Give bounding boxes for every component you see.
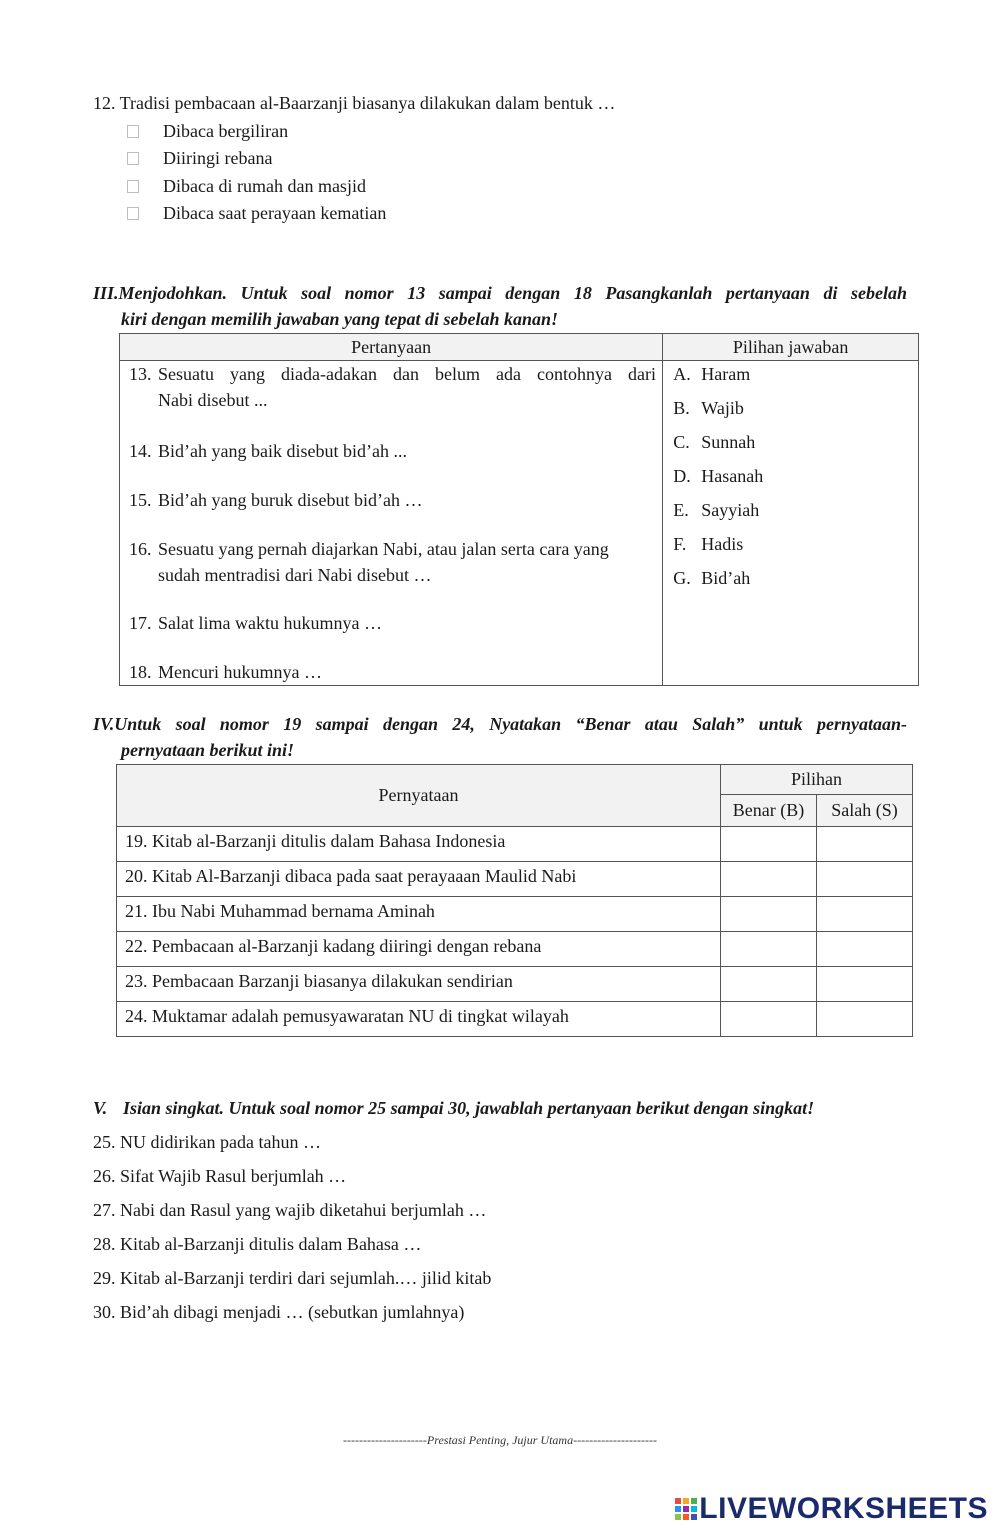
section-5-number: V. (93, 1098, 108, 1118)
match-question[interactable]: 15. Bid’ah yang buruk disebut bid’ah … (129, 490, 423, 510)
option-label: Dibaca di rumah dan masjid (163, 176, 366, 196)
true-answer-box[interactable] (721, 967, 817, 1002)
section-3-number: III. (93, 283, 119, 303)
option-label: Dibaca bergiliran (163, 121, 289, 141)
q12-option[interactable] (127, 121, 288, 142)
match-question[interactable]: 16. Sesuatu yang pernah diajarkan Nabi, atau jalan serta cara yang sudah mentradisi dari Nabi disebut … (129, 539, 609, 585)
short-answer-question[interactable]: 28. Kitab al-Barzanji ditulis dalam Bahasa … (93, 1234, 422, 1254)
answer-option[interactable]: F. Hadis (673, 534, 744, 554)
true-answer-box[interactable] (721, 897, 817, 932)
column-header-statement: Pernyataan (117, 765, 721, 827)
false-answer-box[interactable] (817, 967, 913, 1002)
section-4-line2: pernyataan berikut ini! (121, 740, 295, 760)
false-answer-box[interactable] (817, 862, 913, 897)
statement-cell: 20. Kitab Al-Barzanji dibaca pada saat perayaaan Maulid Nabi (117, 862, 721, 897)
liveworksheets-logo-icon (675, 1498, 697, 1520)
section-5-heading (93, 1095, 814, 1121)
answer-option[interactable]: D. Hasanah (673, 466, 764, 486)
statement-cell: 24. Muktamar adalah pemusyawaratan NU di tingkat wilayah (117, 1002, 721, 1037)
checkbox-icon[interactable] (127, 152, 139, 165)
checkbox-icon[interactable] (127, 207, 139, 220)
true-answer-box[interactable] (721, 862, 817, 897)
checkbox-icon[interactable] (127, 180, 139, 193)
table-row (117, 932, 913, 967)
true-answer-box[interactable] (721, 932, 817, 967)
column-header-answer: Pilihan jawaban (663, 334, 919, 361)
section-5-title: Isian singkat. Untuk soal nomor 25 sampai 30, jawablah pertanyaan berikut dengan singkat! (123, 1098, 815, 1118)
checkbox-icon[interactable] (127, 125, 139, 138)
brand-text: LIVEWORKSHEETS (699, 1492, 988, 1525)
answer-option[interactable]: B. Wajib (673, 398, 744, 418)
table-row (117, 1002, 913, 1037)
true-answer-box[interactable] (721, 827, 817, 862)
statement-cell: 22. Pembacaan al-Barzanji kadang diiringi dengan rebana (117, 932, 721, 967)
match-question[interactable]: 18. Mencuri hukumnya … (129, 662, 322, 682)
q12-option[interactable] (127, 148, 272, 169)
false-answer-box[interactable] (817, 932, 913, 967)
section-3-line2: kiri dengan memilih jawaban yang tepat di sebelah kanan! (121, 309, 559, 329)
false-answer-box[interactable] (817, 827, 913, 862)
matching-table (119, 333, 919, 686)
footer-motto: ---------------------Prestasi Penting, Jujur Utama--------------------- (342, 1433, 658, 1447)
match-question[interactable]: 13. Sesuatu yang diada-adakan dan belum ada contohnya dari Nabi disebut ... (129, 364, 656, 410)
section-4-number: IV. (93, 714, 115, 734)
option-label: Diiringi rebana (163, 148, 273, 168)
table-row (117, 827, 913, 862)
true-false-table (116, 764, 913, 1037)
column-header-choice: Pilihan (721, 765, 913, 795)
short-answer-question[interactable]: 25. NU didirikan pada tahun … (93, 1132, 321, 1152)
answer-option[interactable]: G. Bid’ah (673, 568, 751, 588)
liveworksheets-logo (675, 1492, 988, 1526)
section-3-line1: Menjodohkan. Untuk soal nomor 13 sampai dengan 18 Pasangkanlah pertanyaan di sebelah (118, 283, 907, 303)
section-4-heading (93, 711, 907, 763)
statement-cell: 19. Kitab al-Barzanji ditulis dalam Bahasa Indonesia (117, 827, 721, 862)
match-question[interactable]: 17. Salat lima waktu hukumnya … (129, 613, 382, 633)
short-answer-question[interactable]: 27. Nabi dan Rasul yang wajib diketahui berjumlah … (93, 1200, 487, 1220)
option-label: Dibaca saat perayaan kematian (163, 203, 387, 223)
column-header-false: Salah (S) (817, 795, 913, 827)
answer-option[interactable]: A. Haram (673, 364, 751, 384)
column-header-question: Pertanyaan (120, 334, 663, 361)
answer-option[interactable]: E. Sayyiah (673, 500, 760, 520)
short-answer-question[interactable]: 26. Sifat Wajib Rasul berjumlah … (93, 1166, 347, 1186)
column-header-true: Benar (B) (721, 795, 817, 827)
q12-option[interactable] (127, 203, 386, 224)
short-answer-question[interactable]: 29. Kitab al-Barzanji terdiri dari sejumlah.… jilid kitab (93, 1268, 492, 1288)
questions-cell (120, 361, 663, 686)
answers-cell (663, 361, 919, 686)
section-3-heading (93, 280, 907, 332)
table-row (117, 967, 913, 1002)
statement-cell: 23. Pembacaan Barzanji biasanya dilakukan sendirian (117, 967, 721, 1002)
q12-option[interactable] (127, 176, 366, 197)
short-answer-question[interactable]: 30. Bid’ah dibagi menjadi … (sebutkan jumlahnya) (93, 1302, 465, 1322)
table-row (117, 897, 913, 932)
question-12-title: 12. Tradisi pembacaan al-Baarzanji biasanya dilakukan dalam bentuk … (93, 93, 616, 113)
answer-option[interactable]: C. Sunnah (673, 432, 756, 452)
match-question[interactable]: 14. Bid’ah yang baik disebut bid’ah ... (129, 441, 407, 461)
false-answer-box[interactable] (817, 897, 913, 932)
statement-cell: 21. Ibu Nabi Muhammad bernama Aminah (117, 897, 721, 932)
section-4-line1: Untuk soal nomor 19 sampai dengan 24, Nyatakan “Benar atau Salah” untuk pernyataan- (114, 714, 907, 734)
true-answer-box[interactable] (721, 1002, 817, 1037)
table-row (117, 862, 913, 897)
false-answer-box[interactable] (817, 1002, 913, 1037)
